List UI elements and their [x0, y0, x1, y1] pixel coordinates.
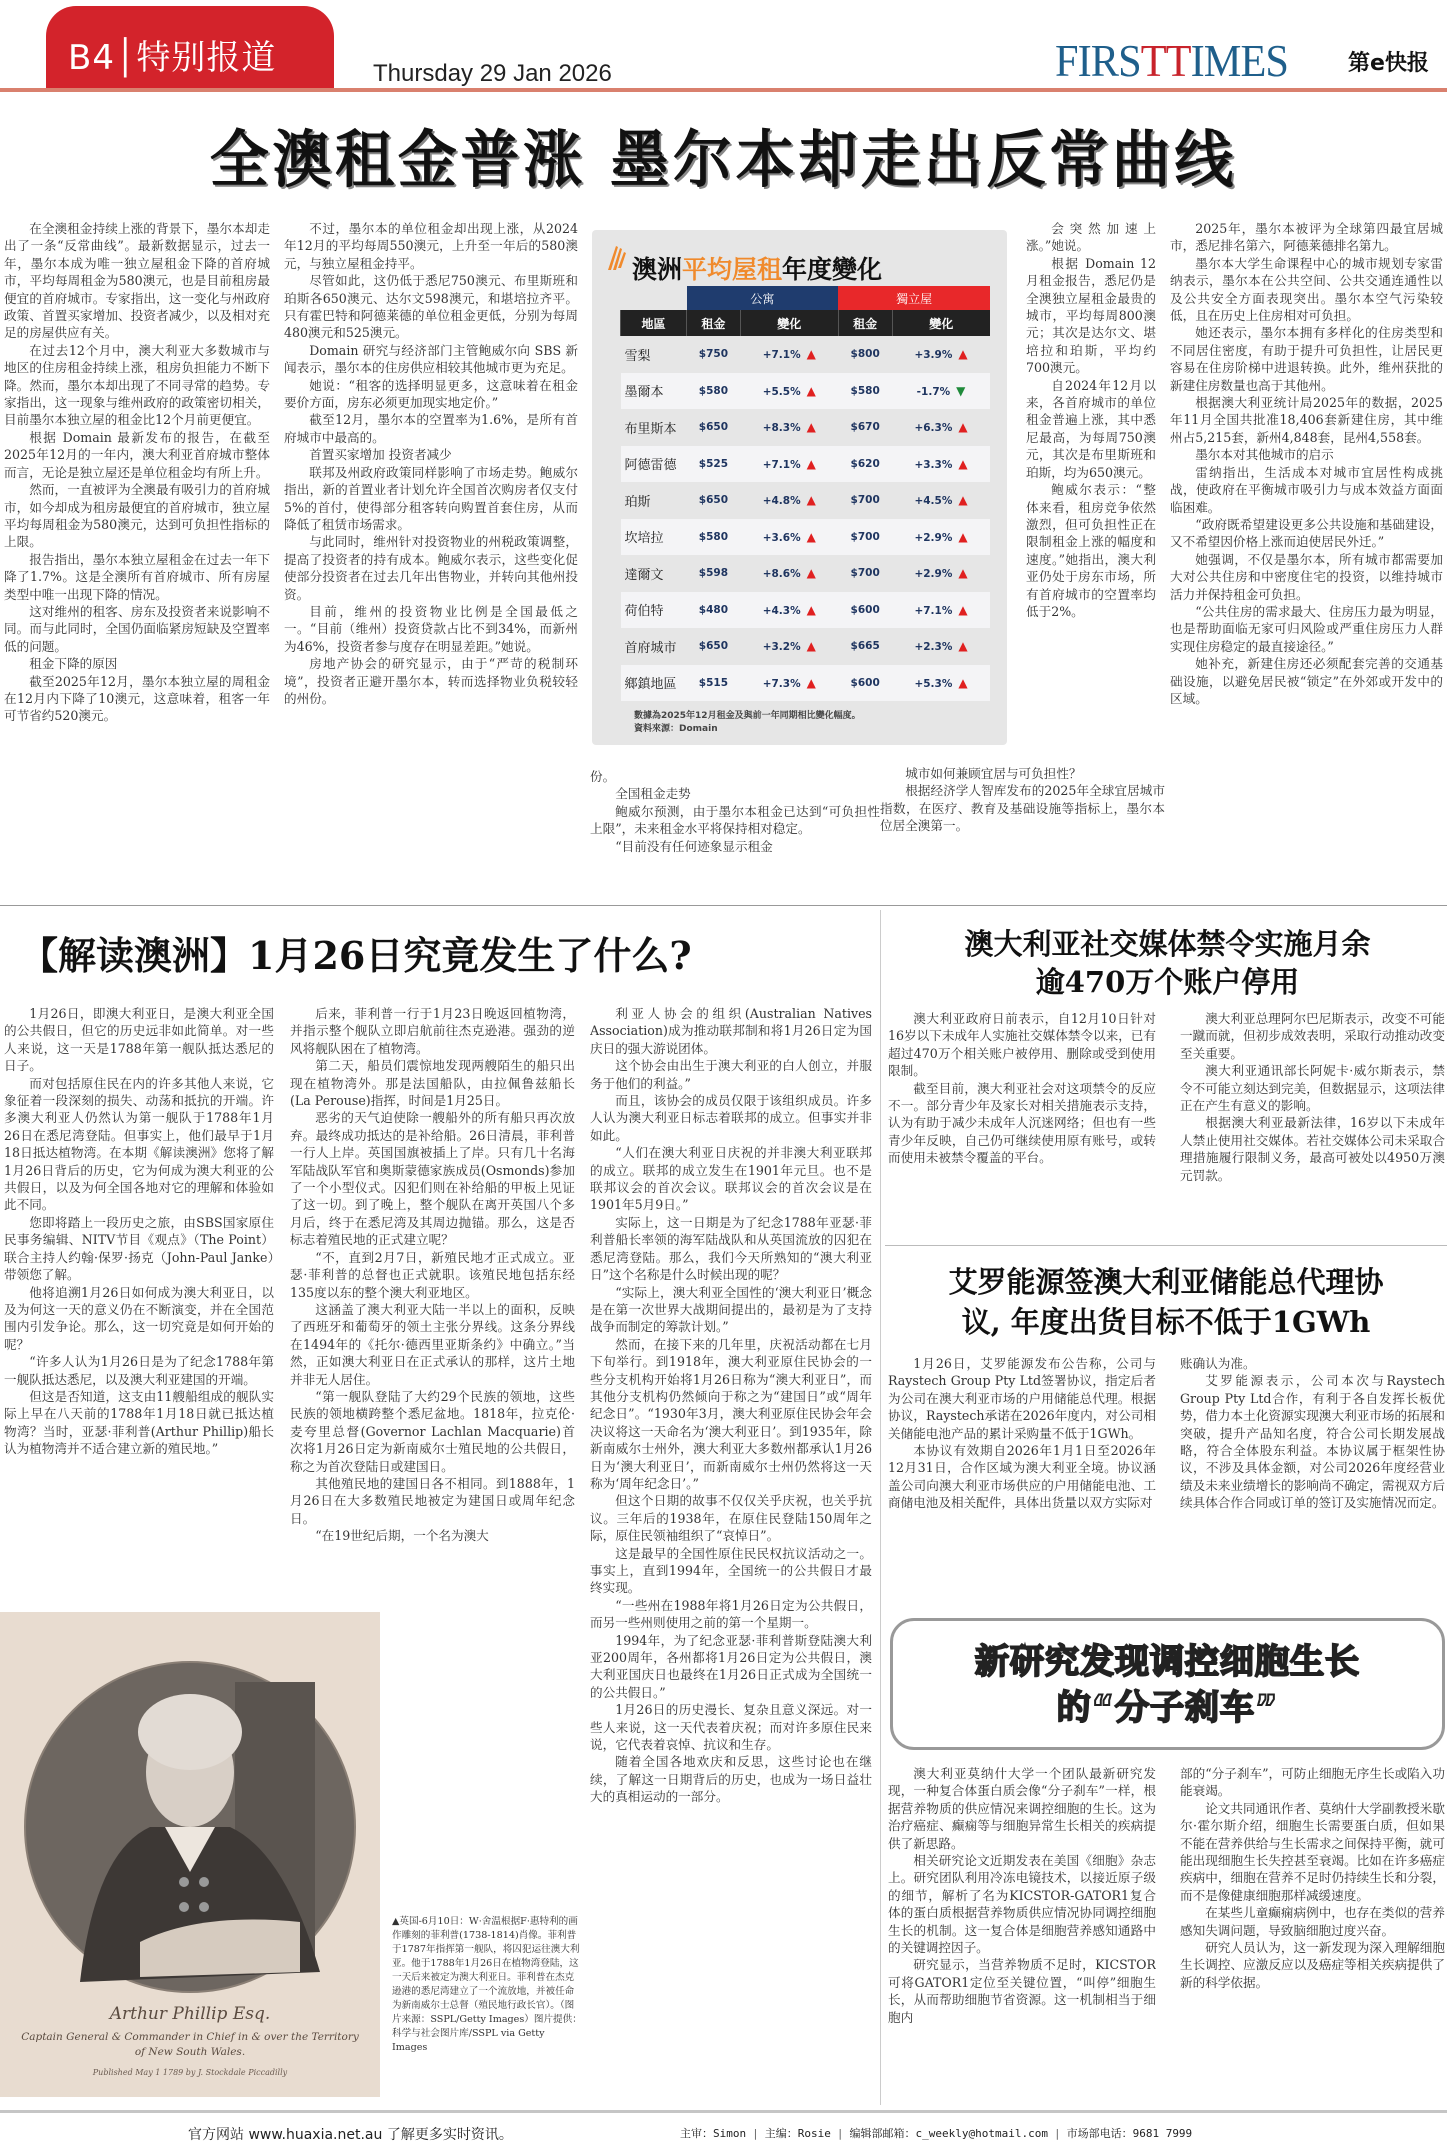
firsttimes-logo[interactable]: [1055, 34, 1288, 87]
paragraph: “一些州在1988年将1月26日定为公共假日，而另一些州则使用之前的第一个星期一。: [590, 1597, 872, 1631]
table-row: [621, 482, 991, 519]
paragraph: 澳大利亚通讯部长阿妮卡·威尔斯表示，禁令不可能立刻达到完美，但数据显示，这项法律正在产生有意义的影响。: [1180, 1063, 1445, 1114]
region-cell: [621, 482, 687, 519]
chief-editor: 主编：Rosie: [764, 2127, 831, 2140]
up-arrow-icon: ▲: [958, 639, 968, 654]
paragraph: 全国租金走势: [615, 786, 691, 802]
paragraph: 利亚人协会的组织(Australian Natives Association)成为推动联邦制和将1月26日定为国庆日的强大游说团体。: [590, 1006, 872, 1056]
up-arrow-icon: ▲: [958, 493, 968, 508]
apartment-rent-cell: [687, 482, 741, 519]
paragraph: 相关研究论文近期发表在美国《细胞》杂志上。研究团队利用冷冻电镜技术，以接近原子级的细节，解析了名为KICSTOR-GATOR1复合体的蛋白质根据营养物质供应情况协同调控细胞生长的机制。这一复合体是细胞营养感知通路中的关键调控因子。: [888, 1853, 1156, 1956]
apartment-rent-cell: [687, 446, 741, 483]
paragraph: “目前没有任何迹象显示租金: [615, 838, 773, 854]
paragraph: 这涵盖了澳大利亚大陆一半以上的面积，反映了西班牙和葡萄牙的领土主张分界线。这条分界线在1494年的《托尔·德西里亚斯条约》中确立。”当然，正如澳大利亚日在正式承认的那样，这片土地并非无人居住。: [290, 1301, 575, 1387]
paragraph: 论文共同通讯作者、莫纳什大学副教授米歇尔·霍尔斯介绍，细胞生长需要蛋白质，但如果不能在营养供给与生长需求之间保持平衡，就可能出现细胞生长失控甚至衰竭。比如在许多癌症疾病中，细胞在营养不足时仍持续生长和分裂，而不是像健康细胞那样减缓速度。: [1180, 1800, 1445, 1903]
apartment-rent-cell: [687, 665, 741, 702]
table-row: [621, 373, 991, 410]
paragraph: 1月26日，艾罗能源发布公告称，公司与Raystech Group Pty Ltd签署协议，指定后者为公司在澳大利亚市场的户用储能总代理。根据协议，Raystech承诺在2026年度内，对公司相关储能电池产品的累计采购量不低于1GWh。: [888, 1356, 1156, 1441]
up-arrow-icon: ▲: [958, 347, 968, 362]
house-rent-cell: [838, 373, 892, 410]
paragraph: 这个协会由出生于澳大利亚的白人创立，并服务于他们的利益。”: [590, 1058, 872, 1091]
paragraph: 这是最早的全国性原住民民权抗议活动之一。事实上，直到1994年，全国统一的公共假日才最终实现。: [590, 1545, 872, 1596]
paragraph: 研究显示，当营养物质不足时，KICSTOR可将GATOR1定位至关键位置，“叫停”细胞生长，从而帮助细胞节省资源。这一机制相当于细胞内: [888, 1957, 1156, 2025]
paragraph: 她还表示，墨尔本拥有多样化的住房类型和不同居住密度，有助于提升可负担性，让居民更容易在住房阶梯中进退转换。此外，维州获批的新建住房数量也高于其他州。: [1170, 325, 1443, 393]
cell-story-headline-box: [890, 1618, 1445, 1750]
column-header-apt-change: 變化: [740, 310, 838, 336]
paragraph: 1月26日，即澳大利亚日，是澳大利亚全国的公共假日，但它的历史远非如此简单。对一些人来说，这一天是1788年第一舰队抵达悉尼的日子。: [4, 1006, 274, 1074]
separator: |: [752, 2127, 759, 2140]
paragraph: 澳大利亚总理阿尔巴尼斯表示，改变不可能一蹴而就，但初步成效表明，采取行动推动改变至关重要。: [1180, 1011, 1445, 1061]
main-story-column-4-continued: [880, 765, 1165, 900]
paragraph: 澳大利亚政府日前表示，自12月10日针对16岁以下未成年人实施社交媒体禁令以来，已有超过470万个相关账户被停用、删除或受到使用限制。: [888, 1011, 1156, 1079]
column-divider: [880, 910, 881, 2105]
cell-value: +3.2%: [762, 641, 801, 654]
logo-text-accent: TT: [1140, 35, 1191, 86]
paragraph: 但这是否知道，这支由11艘船组成的舰队实际上早在八天前的1788年1月18日就已抵达植物湾？当时，亚瑟·菲利普(Arthur Phillip)船长认为植物湾并不适合建立新的殖民地。”: [4, 1388, 274, 1457]
cell-value: $650: [698, 421, 729, 434]
up-arrow-icon: ▲: [806, 529, 816, 544]
cell-value: 布里斯本: [624, 421, 677, 437]
paragraph: 墨尔本对其他城市的启示: [1195, 447, 1334, 463]
headline-line: 议, 年度出货目标不低于1GWh: [961, 1305, 1371, 1339]
paragraph: 截至12月，墨尔本的空置率为1.6%，是所有首府城市中最高的。: [284, 412, 578, 445]
paragraph: 实际上，这一日期是为了纪念1788年亚瑟·菲利普船长率领的海军陆战队和从英国流放的囚犯在悉尼湾登陆。那么，我们今天所熟知的“澳大利亚日”这个名称是什么时候出现的呢？: [590, 1214, 872, 1283]
house-rent-cell: [838, 409, 892, 446]
region-cell: [621, 409, 687, 446]
down-arrow-icon: ▼: [956, 383, 966, 398]
paragraph: 租金下降的原因: [29, 656, 118, 672]
australia-day-column-1: [4, 1005, 274, 1605]
data-note: 數據為2025年12月租金及與前一年同期相比變化幅度。: [634, 711, 861, 721]
paragraph: 而对包括原住民在内的许多其他人来说，它象征着一段深刻的损失、动荡和抵抗的开端。许多澳大利亚人仍然认为第一舰队于1788年1月26日在悉尼湾登陆。但事实上，他们最早于1月18日抵达植物湾。在本期《解读澳洲》您将了解1月26日背后的历史，它为何成为澳大利亚的公共假日，以及为何全国各地对它的理解和体验如此不同。: [4, 1075, 274, 1213]
paragraph: 自2024年12月以来，各首府城市的单位租金普遍上涨，其中悉尼最高，为每周750澳元，其次是布里斯班和珀斯，均为650澳元。: [1026, 377, 1156, 480]
paragraph: 然而，在接下来的几年里，庆祝活动都在七月下旬举行。到1918年，澳大利亚原住民协会的一些分支机构开始将1月26日称为“澳大利亚日”，而其他分支机构仍然倾向于称之为“建国日”或“周年纪念日”。“1930年3月，澳大利亚原住民协会年会决议将这一天命名为‘澳大利亚日’。到1935年，除新南威尔士州外，澳大利亚大多数州都承认1月26日为‘澳大利亚日’，而新南威尔士州仍然将这一天称为‘周年纪念日’。”: [590, 1336, 872, 1491]
main-story-column-3: [590, 768, 880, 898]
portrait-inscription: Arthur Phillip Esq.: [109, 2004, 271, 2024]
social-media-headline: [890, 925, 1445, 1001]
paragraph: 其他殖民地的建国日各不相同。到1888年，1月26日在大多数殖民地被定为建国日或周年纪念日。: [290, 1475, 575, 1526]
sbs-logo-icon: [606, 242, 626, 274]
cell-value: 阿德雷德: [624, 458, 677, 474]
house-change-cell: [892, 665, 990, 702]
main-story-column-1: [4, 220, 270, 890]
region-cell: [621, 628, 687, 665]
table-row: [621, 519, 991, 556]
cell-value: $700: [850, 530, 880, 543]
cell-value: +3.3%: [914, 458, 953, 471]
paragraph: 部的“分子刹车”，可防止细胞无序生长或陷入功能衰竭。: [1180, 1766, 1445, 1799]
table-row: [621, 592, 991, 629]
house-rent-cell: [838, 519, 892, 556]
paragraph: 目前，维州的投资物业比例是全国最低之一。“目前（维州）投资贷款占比不到34%，而新州为46%，投资者参与度存在明显差距。”她说。: [284, 603, 578, 654]
up-arrow-icon: ▲: [958, 456, 968, 471]
cell-value: +8.3%: [762, 422, 801, 435]
paragraph: 研究人员认为，这一新发现为深入理解细胞生长调控、应激反应以及癌症等相关疾病提供了新的科学依据。: [1180, 1940, 1445, 1990]
cell-story-column-1: [888, 1765, 1156, 2105]
portrait-caption: ▲英国-6月10日：W·舍温根据F·惠特利的画作雕刻的菲利普(1738-1814)肖像。菲利普于1787年指挥第一舰队，将囚犯运往澳大利亚。他于1788年1月26日在植物湾登陆，这一天后来被定为澳大利亚日。菲利普在杰克逊港的悉尼湾建立了一个流放地，并被任命为新南威尔士总督（殖民地行政长官）。（图片来源：SSPL/Getty Images）图片提供：科学与社会图片库/SSPL via Getty Images: [392, 1916, 582, 2053]
cell-value: $480: [698, 603, 729, 616]
editorial-email[interactable]: 编辑部邮箱：c_weekly@hotmail.com: [849, 2127, 1048, 2140]
paragraph: 根据经济学人智库发布的2025年全球宜居城市指数，在医疗、教育及基础设施等指标上，墨尔本位居全澳第一。: [880, 783, 1165, 834]
group-header-apartment: 公寓: [687, 286, 839, 310]
main-story-column-4: [1026, 220, 1156, 760]
paragraph: 她补充，新建住房还必须配套完善的交通基础设施，以避免居民被“锁定”在外郊或开发中的区域。: [1170, 656, 1443, 706]
paragraph: 艾罗能源表示，公司本次与Raystech Group Pty Ltd合作，有利于各自发挥长板优势，借力本土化资源实现澳大利亚市场的拓展和突破，提升产品知名度，符合公司长期发展战略，符合全体股东利益。本协议属于框架性协议，不涉及具体金额，对公司2026年度经营业绩及未来业绩增长的影响尚不确定，需视双方后续具体合作合同或订单的签订及实施情况而定。: [1180, 1373, 1445, 1511]
main-headline: 全澳租金普涨 墨尔本却走出反常曲线: [209, 123, 1238, 196]
cell-value: +3.9%: [914, 349, 953, 362]
paragraph: “不，直到2月7日，新殖民地才正式成立。亚瑟·菲利普的总督也正式就职。该殖民地包括东经135度以东的整个澳大利亚地区。: [290, 1249, 575, 1300]
logo-text-part: FIRS: [1055, 35, 1141, 86]
cell-value: 荷伯特: [624, 604, 664, 620]
section-divider: [0, 905, 1447, 906]
cell-value: +7.1%: [762, 458, 801, 471]
paragraph: 账确认为准。: [1180, 1356, 1256, 1371]
table-row: [621, 409, 991, 446]
paragraph: 根据澳大利亚统计局2025年的数据，2025年11月全国共批准18,406套新建住房，其中维州占5,215套，新州4,848套，昆州4,558套。: [1170, 395, 1443, 445]
paragraph: 根据澳大利亚最新法律，16岁以下未成年人禁止使用社交媒体。若社交媒体公司未采取合理措施履行限制义务，最高可被处以4950万澳元罚款。: [1180, 1115, 1445, 1183]
headline-line: 澳大利亚社交媒体禁令实施月余: [964, 927, 1371, 961]
cell-value: 坎培拉: [624, 531, 664, 547]
apartment-rent-cell: [687, 409, 741, 446]
cell-value: $700: [850, 494, 880, 507]
region-cell: [621, 592, 687, 629]
paragraph: 截至目前，澳大利亚社会对这项禁令的反应不一。部分青少年及家长对相关措施表示支持，认为有助于减少未成年人沉迷网络；但也有一些青少年反映，自己仍可继续使用原有账号，或转而使用未被禁令覆盖的平台。: [888, 1080, 1156, 1166]
paragraph: 截至2025年12月，墨尔本独立屋的周租金在12月内下降了10澳元，这意味着，租客一年可节省约520澳元。: [4, 673, 270, 724]
cell-value: +6.3%: [914, 422, 953, 435]
house-rent-cell: [838, 592, 892, 629]
energy-headline: [885, 1262, 1447, 1342]
cell-value: $800: [850, 348, 880, 361]
rent-change-infographic: [592, 230, 1007, 745]
main-story-column-5: [1170, 220, 1443, 900]
paragraph: 报告指出，墨尔本独立屋租金在过去一年下降了1.7%。这是全澳所有首府城市、所有房屋类型中唯一出现下降的情况。: [4, 551, 270, 602]
paragraph: 您即将踏上一段历史之旅，由SBS国家原住民事务编辑、NITV节目《观点》（The Point）联合主持人约翰·保罗·扬克（John-Paul Janke）带领您了解。: [4, 1214, 274, 1283]
paragraph: 但这个日期的故事不仅仅关乎庆祝，也关乎抗议。三年后的1938年，在原住民登陆150周年之际，原住民领袖组织了“哀悼日”。: [590, 1493, 872, 1544]
cell-value: $670: [850, 421, 880, 434]
cell-value: $580: [698, 530, 729, 543]
column-header-house-rent: 租金: [838, 310, 892, 336]
apartment-rent-cell: [687, 373, 741, 410]
title-part: 年度變化: [782, 255, 883, 284]
apartment-change-cell: [740, 409, 838, 446]
cell-value: 墨爾本: [624, 385, 664, 401]
up-arrow-icon: ▲: [958, 529, 968, 544]
rent-table: [620, 286, 990, 701]
cell-value: $515: [698, 676, 729, 689]
section-divider: [885, 1245, 1447, 1246]
logo-text-part: IMES: [1190, 35, 1289, 86]
up-arrow-icon: ▲: [958, 602, 968, 617]
cell-value: 鄉鎮地區: [624, 677, 677, 693]
apartment-change-cell: [740, 373, 838, 410]
paragraph: 她强调，不仅是墨尔本，所有城市都需要加大对公共住房和中密度住宅的投资，以维持城市活力并保持租金可负担。: [1170, 551, 1443, 602]
logo-chinese: 第e快报: [1348, 51, 1429, 76]
paragraph: 鲍威尔表示：“整体来看，租房竞争依然激烈，但可负担性正在限制租金上涨的幅度和速度。”她指出，澳大利亚仍处于房东市场，所有首府城市的空置率均低于2%。: [1026, 482, 1156, 619]
separator: |: [1053, 2127, 1061, 2140]
paragraph: “在19世纪后期，一个名为澳大: [315, 1528, 489, 1544]
paragraph: 城市如何兼顾宜居与可负担性？: [905, 766, 1082, 781]
up-arrow-icon: ▲: [806, 456, 816, 471]
cell-value: +5.3%: [914, 677, 953, 690]
up-arrow-icon: ▲: [806, 602, 816, 617]
apartment-change-cell: [740, 519, 838, 556]
table-row: [621, 665, 991, 702]
paragraph: 2025年，墨尔本被评为全球第四最宜居城市，悉尼排名第六，阿德莱德排名第九。: [1170, 221, 1443, 254]
paragraph: 后来，菲利普一行于1月23日晚返回植物湾，并指示整个舰队立即启航前往杰克逊港。强劲的逆风将舰队困在了植物湾。: [290, 1006, 575, 1056]
up-arrow-icon: ▲: [806, 420, 816, 435]
apartment-rent-cell: [687, 628, 741, 665]
portrait-engraving-icon: [0, 1612, 380, 2097]
region-cell: [621, 446, 687, 483]
cell-value: +5.5%: [762, 385, 801, 398]
paragraph: “政府既希望建设更多公共设施和基础建设，又不希望因价格上涨而迫使居民外迁。”: [1170, 516, 1443, 550]
cell-value: +4.5%: [914, 495, 953, 508]
paragraph: 墨尔本大学生命课程中心的城市规划专家雷纳表示，墨尔本在公共空间、公共交通连通性以及公共安全方面表现突出。墨尔本空气污染较低，且在历史上住房相对可负担。: [1170, 255, 1443, 324]
cell-value: $750: [698, 348, 729, 361]
cell-value: $598: [698, 567, 729, 580]
house-change-cell: [892, 592, 990, 629]
apartment-rent-cell: [687, 519, 741, 556]
paragraph: 她说：“租客的选择明显更多，这意味着在租金要价方面，房东必须更加现实地定价。”: [284, 377, 578, 411]
cell-value: $700: [850, 567, 880, 580]
paragraph: 房地产协会的研究显示，由于“严苛的税制环境”，投资者正避开墨尔本，转而选择物业负税较轻的州份。: [284, 656, 578, 706]
footer-credits: [680, 2125, 1192, 2141]
apartment-rent-cell: [687, 336, 741, 373]
paragraph: “公共住房的需求最大、住房压力最为明显，也是帮助面临无家可归风险或严重住房压力人群实现住房稳定的最直接途径。”: [1170, 603, 1443, 654]
cell-value: $600: [850, 676, 880, 689]
cell-value: $580: [698, 384, 729, 397]
cell-value: 珀斯: [624, 494, 651, 510]
cell-value: +7.1%: [914, 604, 953, 617]
apartment-change-cell: [740, 665, 838, 702]
headline-line: 新研究发现调控细胞生长: [975, 1642, 1360, 1682]
cell-value: +3.6%: [762, 531, 801, 544]
cell-value: $620: [850, 457, 880, 470]
separator: |: [836, 2127, 844, 2140]
up-arrow-icon: ▲: [806, 493, 816, 508]
cell-value: 首府城市: [624, 640, 677, 656]
issue-date: Thursday 29 Jan 2026: [373, 60, 612, 87]
arthur-phillip-portrait: [0, 1612, 380, 2097]
website-link[interactable]: 官方网站 www.huaxia.net.au 了解更多实时资讯。: [188, 2127, 513, 2143]
cell-value: $650: [698, 494, 729, 507]
apartment-change-cell: [740, 446, 838, 483]
up-arrow-icon: ▲: [806, 566, 816, 581]
up-arrow-icon: ▲: [806, 639, 816, 654]
apartment-change-cell: [740, 592, 838, 629]
column-header-apt-rent: 租金: [687, 310, 741, 336]
table-row: [621, 628, 991, 665]
up-arrow-icon: ▲: [958, 420, 968, 435]
house-rent-cell: [838, 628, 892, 665]
paragraph: 随着全国各地欢庆和反思，这些讨论也在继续，了解这一日期背后的历史，也成为一场日益壮大的真相运动的一部分。: [590, 1754, 872, 1805]
energy-column-1: [888, 1355, 1156, 1600]
cell-value: +4.3%: [762, 604, 801, 617]
title-accent: 平均屋租: [682, 255, 783, 284]
header-divider: [0, 88, 1447, 92]
paragraph: 这对维州的租客、房东及投资者来说影响不同。而与此同时，全国仍面临紧房短缺及空置率低的问题。: [4, 603, 270, 654]
marketing-phone: 市场部电话：9681 7999: [1066, 2127, 1193, 2140]
paragraph: Domain 研究与经济部门主管鲍威尔向 SBS 新闻表示，墨尔本的住房供应相较其他城市更为充足。: [284, 342, 578, 376]
portrait-publisher: Published May 1 1789 by J. Stockdale Piccadilly: [92, 2068, 288, 2077]
house-change-cell: [892, 555, 990, 592]
cell-value: $650: [698, 640, 729, 653]
apartment-change-cell: [740, 555, 838, 592]
house-change-cell: [892, 409, 990, 446]
up-arrow-icon: ▲: [806, 383, 816, 398]
paragraph: 份。: [590, 769, 616, 784]
house-change-cell: [892, 373, 990, 410]
headline-line: 逾470万个账户停用: [1035, 965, 1300, 999]
paragraph: 根据 Domain 12月租金报告，悉尼仍是全澳独立屋租金最贵的城市，平均每周800澳元；其次是达尔文、堪培拉和珀斯，平均约700澳元。: [1026, 255, 1156, 376]
cell-story-column-2: [1180, 1765, 1445, 2105]
paragraph: 雷纳指出，生活成本对城市宜居性构成挑战，使政府在平衡城市吸引力与成本效益方面面临困难。: [1170, 464, 1443, 515]
house-rent-cell: [838, 665, 892, 702]
paragraph: 1月26日的历史漫长、复杂且意义深远。对一些人来说，这一天代表着庆祝；而对许多原住民来说，它代表着哀悼、抗议和生存。: [590, 1702, 872, 1753]
house-change-cell: [892, 482, 990, 519]
paragraph: 联邦及州政府政策同样影响了市场走势。鲍威尔指出，新的首置业者计划允许全国首次购房者仅支付5%的首付，使得部分租客转向购置首套住房，从而降低了租赁市场需求。: [284, 464, 578, 532]
house-change-cell: [892, 446, 990, 483]
paragraph: 鲍威尔预测，由于墨尔本租金已达到“可负担性上限”，未来租金水平将保持相对稳定。: [590, 803, 880, 837]
table-row: [621, 555, 991, 592]
table-row: [621, 446, 991, 483]
house-rent-cell: [838, 446, 892, 483]
headline-line: 的“分子刹车”: [1056, 1688, 1279, 1728]
cell-value: +7.3%: [762, 677, 801, 690]
region-cell: [621, 373, 687, 410]
paragraph: 在过去12个月中，澳大利亚大多数城市与地区的住房租金持续上涨，租房负担能力不断下降。然而，墨尔本却出现了不同寻常的趋势。专家指出，这一现象与维州政府的政策密切相关，目前墨尔本独立屋的租金比12个月前更便宜。: [4, 342, 270, 428]
paragraph: 本协议有效期自2026年1月1日至2026年12月31日，合作区域为澳大利亚全境。协议涵盖公司向澳大利亚市场供应的户用储能电池、工商储电池及相关配件，具体出货量以双方实际对: [888, 1443, 1156, 1511]
infographic-footnote: [634, 710, 861, 736]
up-arrow-icon: ▲: [806, 347, 816, 362]
paragraph: 与此同时，维州针对投资物业的州税政策调整，提高了投资者的持有成本。鲍威尔表示，这些变化促使部分投资者在过去几年出售物业，并转向其他州投资。: [284, 534, 578, 602]
cell-value: $580: [850, 384, 880, 397]
region-cell: [621, 665, 687, 702]
paragraph: 然而，一直被评为全澳最有吸引力的首府城市，如今却成为租房最便宜的首府城市，独立屋平均每周租金为580澳元，达到可负担性指标的上限。: [4, 482, 270, 550]
paragraph: 根据 Domain 最新发布的报告，在截至2025年12月的一年内，澳大利亚首府城市整体而言，无论是独立屋还是单位租金均有所上升。: [4, 429, 270, 480]
apartment-rent-cell: [687, 555, 741, 592]
column-header-house-change: 變化: [892, 310, 990, 336]
cell-value: 雪梨: [624, 348, 651, 364]
paragraph: 澳大利亚莫纳什大学一个团队最新研究发现，一种复合体蛋白质会像“分子刹车”一样，根据营养物质的供应情况来调控细胞的生长。这为治疗癌症、癫痫等与细胞异常生长相关的疾病提供了新思路。: [888, 1766, 1156, 1851]
cell-value: +2.9%: [914, 531, 953, 544]
region-cell: [621, 555, 687, 592]
cell-value: +8.6%: [762, 568, 801, 581]
social-media-column-2: [1180, 1010, 1445, 1240]
australia-day-column-3: [590, 1005, 872, 2100]
footer-divider: [0, 2110, 1447, 2113]
paragraph: 在某些儿童癫痫病例中，也存在类似的营养感知失调问题，导致脑细胞过度兴奋。: [1180, 1905, 1445, 1938]
paragraph: 他将追溯1月26日如何成为澳大利亚日，以及为何这一天的意义仍在不断演变，并在全国范围内引发争论。那么，这一切究竟是如何开始的呢？: [4, 1284, 274, 1352]
apartment-change-cell: [740, 336, 838, 373]
paragraph: “人们在澳大利亚日庆祝的并非澳大利亚联邦的成立。联邦的成立发生在1901年元旦。也不是联邦议会的首次会议。联邦议会的首次会议是在1901年5月9日。”: [590, 1145, 872, 1213]
blank-header: [621, 286, 687, 310]
headline-line: 艾罗能源签澳大利亚储能总代理协: [948, 1265, 1384, 1299]
apartment-rent-cell: [687, 592, 741, 629]
house-rent-cell: [838, 482, 892, 519]
paragraph: 1994年，为了纪念亚瑟·菲利普斯登陆澳大利亚200周年，各州都将1月26日定为公共假日，澳大利亚国庆日也最终在1月26日正式成为全国统一的公共假日。”: [590, 1632, 872, 1700]
region-cell: [621, 336, 687, 373]
australia-day-headline: 【解读澳洲】1月26日究竟发生了什么?: [20, 933, 692, 978]
paragraph: 会突然加速上涨。”她说。: [1026, 221, 1156, 254]
portrait-inscription-title: Captain General & Commander in Chief in & over the Territory of New South Wales.: [21, 2031, 359, 2058]
cell-value: +2.9%: [914, 568, 953, 581]
house-change-cell: [892, 628, 990, 665]
house-rent-cell: [838, 336, 892, 373]
paragraph: 尽管如此，这仍低于悉尼750澳元、布里斯班和珀斯各650澳元、达尔文598澳元，和堪培拉齐平。只有霍巴特和阿德莱德的单位租金更低，分别为每周480澳元和525澳元。: [284, 273, 578, 341]
cell-value: +2.3%: [914, 641, 953, 654]
up-arrow-icon: ▲: [958, 675, 968, 690]
up-arrow-icon: ▲: [958, 566, 968, 581]
data-source: 資料來源：Domain: [634, 724, 718, 734]
column-header-region: 地區: [621, 310, 687, 336]
social-media-column-1: [888, 1010, 1156, 1240]
title-part: 澳洲: [632, 255, 683, 284]
paragraph: 不过，墨尔本的单位租金却出现上涨，从2024年12月的平均每周550澳元，上升至一年后的580澳元，与独立屋租金持平。: [284, 221, 578, 271]
section-label: B4│特别报道: [46, 6, 334, 90]
cell-value: +4.8%: [762, 495, 801, 508]
region-cell: [621, 519, 687, 556]
cell-value: 達爾文: [624, 567, 664, 583]
cell-value: +7.1%: [762, 349, 801, 362]
paragraph: 在全澳租金持续上涨的背景下，墨尔本却走出了一条“反常曲线”。最新数据显示，过去一年，墨尔本成为唯一独立屋租金下降的首府城市，平均每周租金为580澳元，也是目前租房最便宜的首府城市。专家指出，这一变化与州政府政策、首置买家增加、投资者减少，以及相对充足的房屋供应有关。: [4, 221, 270, 341]
main-story-column-2: [284, 220, 578, 890]
cell-value: $600: [850, 603, 880, 616]
apartment-change-cell: [740, 482, 838, 519]
cell-value: $665: [850, 640, 880, 653]
paragraph: “许多人认为1月26日是为了纪念1788年第一舰队抵达悉尼，以及澳大利亚建国的开端。: [4, 1354, 274, 1387]
chief-reviewer: 主审：Simon: [680, 2127, 747, 2140]
paragraph: 而且，该协会的成员仅限于该组织成员。许多人认为澳大利亚日标志着联邦的成立。但事实并非如此。: [590, 1093, 872, 1143]
group-header-house: 獨立屋: [838, 286, 990, 310]
house-change-cell: [892, 336, 990, 373]
paragraph: 恶劣的天气迫使除一艘船外的所有船只再次放弃。最终成功抵达的是补给船。26日清晨，菲利普一行人上岸。英国国旗被插上了岸。只有几十名海军陆战队军官和奥斯蒙德家族成员(Osmonds)参加了一个小型仪式。囚犯们则在补给船的甲板上见证了这一切。到了晚上，整个舰队在离开英国八个多月后，终于在悉尼湾及其周边抛锚。那么，这是否标志着殖民地的正式建立呢？: [290, 1110, 575, 1248]
paragraph: “第一舰队登陆了大约29个民族的领地，这些民族的领地横跨整个悉尼盆地。1818年，拉克伦·麦夸里总督(Governor Lachlan Macquarie)首次将1月26日定为新南威尔士殖民地的公共假日，称之为首次登陆日或建国日。: [290, 1388, 575, 1474]
paragraph: 第二天，船员们震惊地发现两艘陌生的船只出现在植物湾外。那是法国船队，由拉佩鲁兹船长(La Perouse)指挥，时间是1月25日。: [290, 1058, 575, 1109]
energy-column-2: [1180, 1355, 1445, 1600]
infographic-title: [632, 250, 882, 286]
cell-value: -1.7%: [916, 385, 951, 398]
paragraph: 首置买家增加 投资者减少: [309, 447, 452, 463]
house-rent-cell: [838, 555, 892, 592]
cell-value: $525: [698, 457, 729, 470]
house-change-cell: [892, 519, 990, 556]
paragraph: “实际上，澳大利亚全国性的‘澳大利亚日’概念是在第一次世界大战期间提出的，最初是为了支持战争而制定的筹款计划。”: [590, 1284, 872, 1335]
table-row: [621, 336, 991, 373]
apartment-change-cell: [740, 628, 838, 665]
up-arrow-icon: ▲: [806, 675, 816, 690]
